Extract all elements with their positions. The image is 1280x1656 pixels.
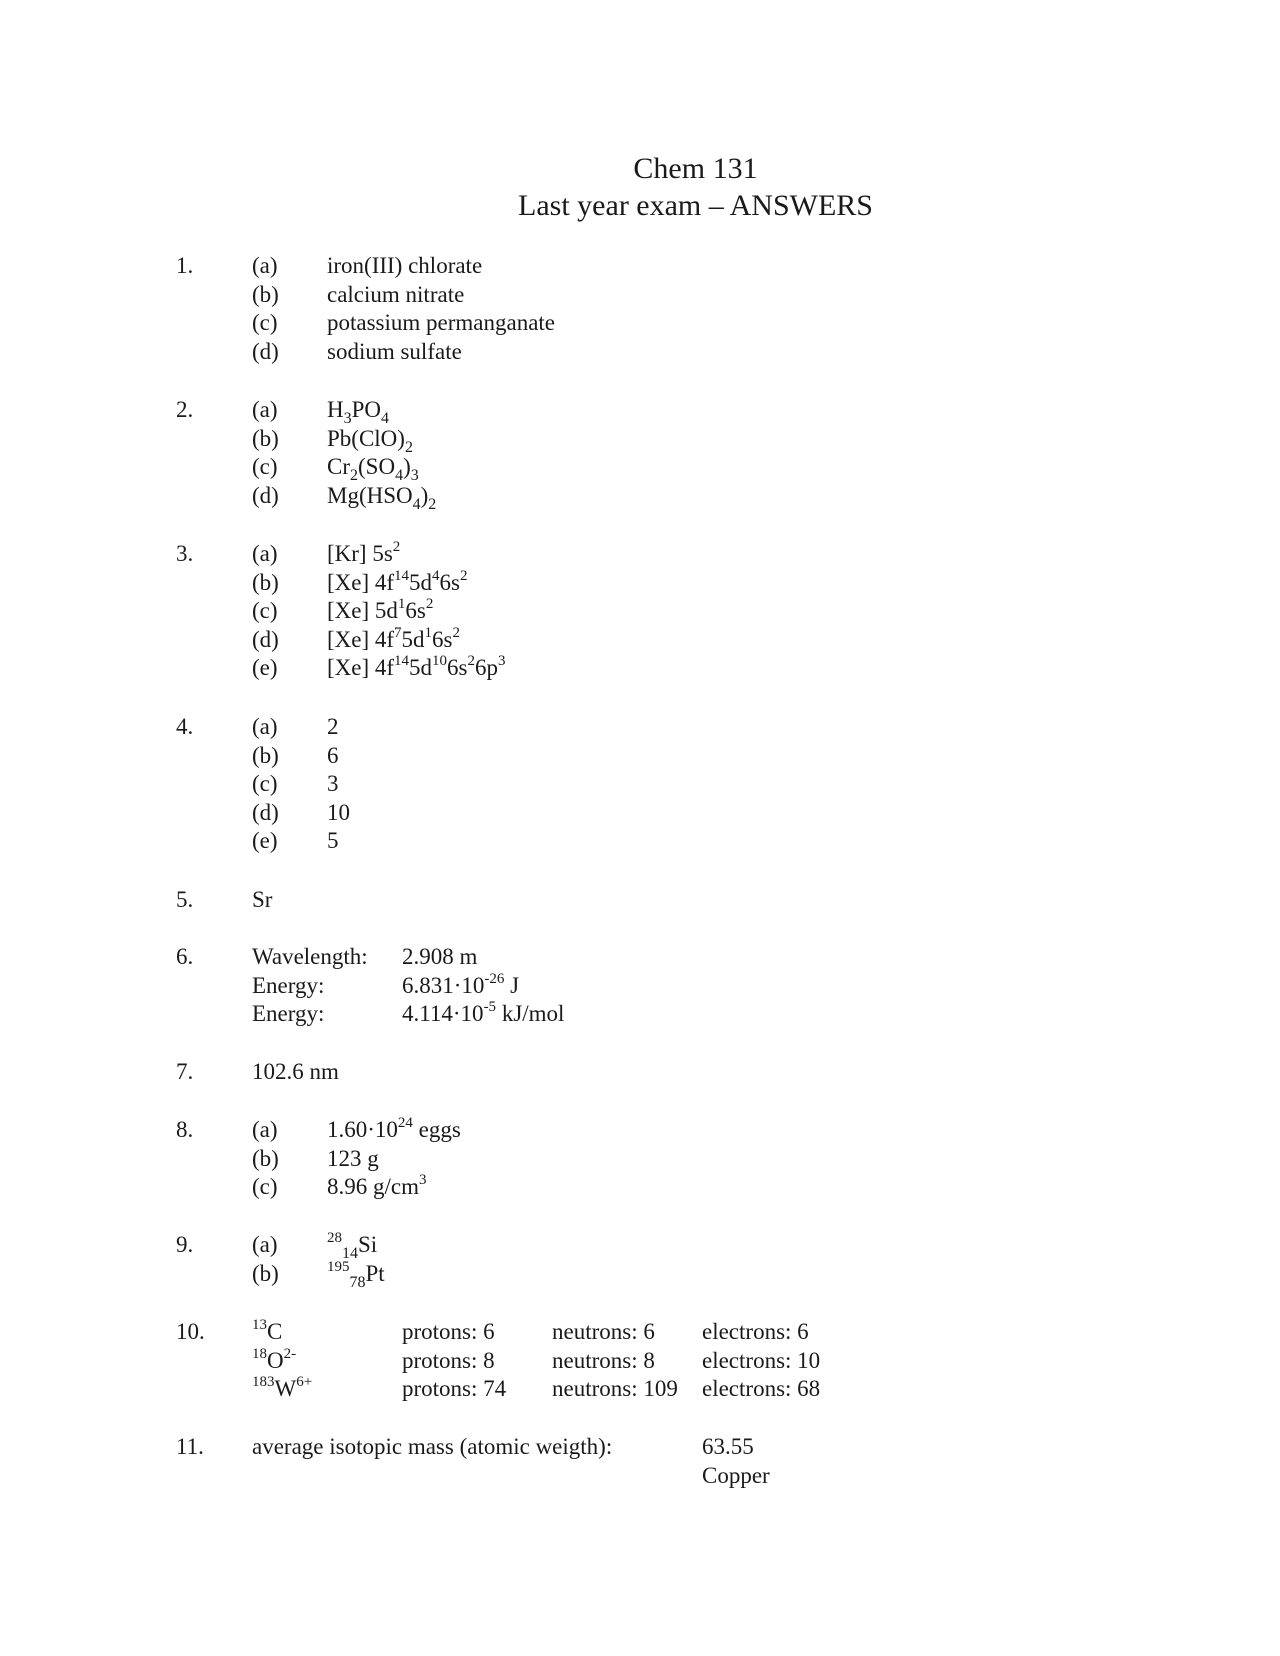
formula-part: ) <box>420 482 429 508</box>
answer-text: sodium sulfate <box>327 338 462 364</box>
mass-number: 13 <box>252 1317 267 1333</box>
superscript: 2 <box>392 539 401 555</box>
option-letter: (c) <box>252 1174 278 1200</box>
superscript: 2 <box>467 653 475 670</box>
option-letter: (e) <box>252 655 278 681</box>
option-letter: (a) <box>252 253 278 278</box>
formula-part: ) <box>403 454 411 480</box>
subscript: 2 <box>404 438 413 456</box>
exponent: 24 <box>397 1115 413 1131</box>
unit: eggs <box>412 1117 461 1142</box>
wavelength-label: Wavelength: <box>252 944 368 969</box>
mass-number: 18 <box>252 1345 267 1362</box>
question-number: 5. <box>176 887 194 912</box>
energy-joules <box>402 972 564 1001</box>
answer-eggs <box>327 1116 461 1145</box>
question-number: 4. <box>176 714 194 739</box>
energy-label: Energy: <box>252 1001 325 1027</box>
subscript: 2 <box>428 495 437 513</box>
superscript: 2 <box>425 596 434 613</box>
neutrons-count: neutrons: 8 <box>552 1347 655 1373</box>
answers <box>327 252 555 366</box>
page-subtitle: Last year exam – ANSWERS <box>518 189 873 222</box>
exponent: 3 <box>419 1172 427 1189</box>
electron-config <box>327 654 506 683</box>
electron-config <box>327 540 506 569</box>
option-letter: (b) <box>252 1260 279 1286</box>
answers <box>327 396 437 513</box>
answer-text: 6 <box>327 742 339 768</box>
element-symbol: Si <box>358 1232 378 1257</box>
option-letter: (d) <box>252 626 279 652</box>
option-letter: (e) <box>252 828 278 854</box>
nuclide-si <box>327 1231 385 1260</box>
superscript: 2 <box>452 624 460 641</box>
subscript: 4 <box>381 410 390 427</box>
number-base: 6.831·10 <box>402 972 485 998</box>
subscript: 2 <box>350 467 358 485</box>
superscript: 10 <box>432 653 448 670</box>
neutrons-count: neutrons: 6 <box>552 1319 655 1344</box>
answers <box>327 1230 385 1291</box>
config-part: 6s <box>432 626 453 652</box>
page-title: Chem 131 <box>633 152 758 185</box>
energy-kjmol <box>402 1000 564 1029</box>
option-letter: (b) <box>252 569 279 595</box>
option-letters <box>252 713 279 856</box>
option-letter: (d) <box>252 482 279 508</box>
question-11 <box>0 1433 1280 1493</box>
config-part: 5d <box>401 626 425 652</box>
nuclide-c13 <box>252 1318 282 1350</box>
formula-part: Cr <box>327 454 350 480</box>
question-10 <box>0 1318 1280 1408</box>
formula-h3po4 <box>327 396 436 425</box>
formula-mg-hso4-2 <box>327 482 436 511</box>
superscript: 1 <box>397 596 406 613</box>
electron-config <box>327 569 506 598</box>
answer-text: calcium nitrate <box>327 281 465 307</box>
answers <box>327 540 506 683</box>
question-number: 6. <box>176 944 194 969</box>
answer-text: 10 <box>327 799 350 825</box>
formula-part: PO <box>351 397 382 422</box>
electrons-count: electrons: 68 <box>702 1376 821 1402</box>
option-letter: (a) <box>252 1232 278 1257</box>
electrons-count: electrons: 6 <box>702 1319 809 1344</box>
question-number: 7. <box>176 1059 194 1084</box>
superscript: 3 <box>498 653 506 670</box>
formula-part: H <box>327 397 344 422</box>
atomic-number: 14 <box>342 1245 358 1262</box>
option-letters <box>252 540 279 683</box>
charge: 6+ <box>296 1374 313 1391</box>
superscript: 14 <box>394 653 410 670</box>
number-base: 8.96 g/cm <box>327 1174 419 1200</box>
superscript: 7 <box>394 624 402 641</box>
option-letter: (a) <box>252 541 278 566</box>
subscript: 4 <box>412 495 421 513</box>
unit: J <box>504 972 520 998</box>
number-base: 1.60·10 <box>327 1117 398 1142</box>
option-letter: (c) <box>252 454 278 480</box>
option-letter: (a) <box>252 397 278 422</box>
subscript: 3 <box>343 410 352 427</box>
answer-text: 102.6 nm <box>252 1059 339 1084</box>
nuclide-w183 <box>252 1375 312 1407</box>
formula-part: Pb(ClO) <box>327 425 405 451</box>
atomic-weight-value: 63.55 <box>702 1434 754 1459</box>
subscript: 3 <box>410 467 419 485</box>
option-letter: (b) <box>252 742 279 768</box>
answer-text: 2 <box>327 714 339 739</box>
config-part: [Xe] 5d <box>327 598 398 624</box>
answer-text: Sr <box>252 887 273 912</box>
answer-text: 3 <box>327 771 339 797</box>
option-letters <box>252 252 279 366</box>
electron-config <box>327 626 506 655</box>
exponent: -5 <box>483 999 497 1016</box>
atomic-weight-label: average isotopic mass (atomic weigth): <box>252 1434 613 1459</box>
config-part: 5d <box>409 569 433 595</box>
superscript: 4 <box>432 567 440 584</box>
option-letter: (b) <box>252 281 279 307</box>
mass-number: 28 <box>327 1230 342 1246</box>
atomic-number: 78 <box>349 1273 366 1291</box>
answer-text: iron(III) chlorate <box>327 253 483 278</box>
nuclide-pt <box>327 1260 385 1289</box>
config-part: [Xe] 4f <box>327 655 395 681</box>
answer-text: 5 <box>327 828 339 854</box>
question-number: 3. <box>176 541 194 566</box>
question-number: 9. <box>176 1232 194 1257</box>
option-letter: (a) <box>252 714 278 739</box>
option-letters <box>252 1231 279 1288</box>
element-symbol: C <box>267 1319 283 1344</box>
option-letter: (d) <box>252 799 279 825</box>
option-letter: (a) <box>252 1117 278 1142</box>
superscript: 2 <box>460 567 468 584</box>
neutrons-count: neutrons: 109 <box>552 1376 678 1402</box>
config-part: 6s <box>447 655 468 681</box>
answer-mass: 123 g <box>327 1145 379 1171</box>
question-number: 11. <box>176 1434 204 1459</box>
values <box>402 943 564 1029</box>
formula-cr2-so4-3 <box>327 453 436 485</box>
mass-number: 183 <box>252 1374 275 1391</box>
subscript: 4 <box>395 467 404 485</box>
question-number: 2. <box>176 397 194 422</box>
config-part: [Xe] 4f <box>327 569 395 595</box>
answer-text: potassium permanganate <box>327 310 556 336</box>
config-part: 5d <box>409 655 433 681</box>
element-symbol: O <box>267 1347 284 1373</box>
formula-part: Mg(HSO <box>327 482 413 508</box>
element-symbol: Pt <box>365 1260 385 1286</box>
unit: kJ/mol <box>496 1001 565 1027</box>
config-part: 6p <box>475 655 498 681</box>
config-part: [Kr] 5s <box>327 541 393 566</box>
protons-count: protons: 8 <box>402 1347 495 1373</box>
option-letter: (c) <box>252 598 278 624</box>
question-number: 1. <box>176 253 194 278</box>
formula-pb-clo2 <box>327 425 436 454</box>
option-letter: (d) <box>252 338 279 364</box>
number-base: 4.114·10 <box>402 1001 484 1027</box>
option-letter: (b) <box>252 1145 279 1171</box>
config-part: 6s <box>405 598 426 624</box>
protons-count: protons: 74 <box>402 1376 507 1402</box>
answers <box>327 713 350 856</box>
wavelength-value: 2.908 m <box>402 944 478 969</box>
option-letters <box>252 1116 279 1202</box>
superscript: 14 <box>394 567 410 584</box>
option-letters <box>252 396 279 510</box>
answers <box>327 1116 461 1202</box>
option-letter: (c) <box>252 771 278 797</box>
answer-density <box>327 1173 461 1202</box>
element-name: Copper <box>702 1462 770 1488</box>
protons-count: protons: 6 <box>402 1319 495 1344</box>
energy-label: Energy: <box>252 972 325 998</box>
exponent: -26 <box>484 970 505 987</box>
electron-config <box>327 597 506 626</box>
option-letter: (b) <box>252 425 279 451</box>
charge: 2- <box>283 1345 297 1362</box>
option-letter: (c) <box>252 310 278 336</box>
electrons-count: electrons: 10 <box>702 1347 821 1373</box>
labels <box>252 943 368 1029</box>
config-part: 6s <box>439 569 460 595</box>
superscript: 1 <box>424 624 433 641</box>
formula-part: (SO <box>358 454 396 480</box>
question-number: 8. <box>176 1117 194 1142</box>
mass-number: 195 <box>327 1258 350 1275</box>
element-symbol: W <box>274 1376 297 1402</box>
config-part: [Xe] 4f <box>327 626 395 652</box>
question-number: 10. <box>176 1319 205 1344</box>
